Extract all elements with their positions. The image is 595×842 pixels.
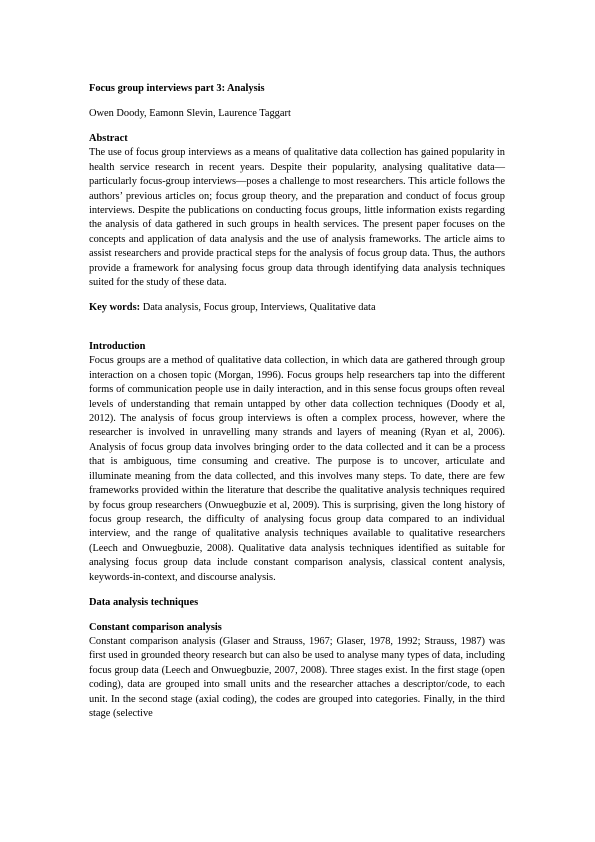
paper-title: Focus group interviews part 3: Analysis: [89, 83, 265, 94]
abstract-heading: Abstract: [89, 132, 128, 144]
introduction-text: Focus groups are a method of qualitative data collection, in which data are gathered through group interaction on a chosen topic (Morgan, 1996). Focus groups help researchers tap into the different forms of communication people use in daily interaction, and in this sense focus groups often reveal levels of understanding that remain untapped by other data collection techniques (Doody et al, 2012). The analysis of focus group interviews is often a complex process, however, where the researcher is involved in unravelling many strands and layers of meaning (Ryan et al, 2006). Analysis of focus group data involves bringing order to the data collected and it can be a process that is ambiguous, time consuming and creative. The purpose is to uncover, articulate and illuminate meaning from the data collected, and this involves many steps. To date, there are few frameworks provided within the literature that describe the qualitative analysis techniques required by focus group researchers (Onwuegbuzie et al, 2009). This is surprising, given the long history of focus group research, the difficulty of analysing focus group data compared to an individual interview, and the range of qualitative analysis techniques available to qualitative researchers (Leech and Onwuegbuzie, 2008). Qualitative data analysis techniques identified as suitable for analysing focus group data include constant comparison analysis, classical content analysis, keywords-in-context, and discourse analysis.: [89, 355, 505, 583]
keywords-line: [89, 301, 505, 315]
keywords-label: Key words:: [89, 302, 141, 314]
introduction-heading: Introduction: [89, 341, 146, 353]
keywords-text: Data analysis, Focus group, Interviews, Qualitative data: [140, 302, 376, 314]
constant-comparison-heading: Constant comparison analysis: [89, 621, 222, 633]
paper-page: [89, 82, 505, 721]
constant-comparison-text: Constant comparison analysis (Glaser and Strauss, 1967; Glaser, 1978, 1992; Strauss, 1987) was first used in grounded theory research but can also be used to analyse many types of data, including focus group data (Leech and Onwuegbuzie, 2007, 2008). Three stages exist. In the first stage (open coding), data are grouped into small units and the researcher attaches a descriptor/code, to each unit. In the second stage (axial coding), the codes are grouped into categories. Finally, in the third stage (selective: [89, 635, 505, 719]
abstract-text: The use of focus group interviews as a means of qualitative data collection has gained popularity in health service research in recent years. Despite their popularity, analysing qualitative data—particularly focus-group interviews—poses a challenge to most researchers. This article follows the authors’ previous articles on; focus group theory, and the preparation and conduct of focus group interviews. Despite the publications on conducting focus groups, little information exists regarding the analysis of data gathered in such groups in health services. The present paper focuses on the concepts and application of data analysis and the use of analysis frameworks. The article aims to assist researchers and provide practical steps for the analysis of focus group data. Thus, the authors provide a framework for analysing focus group data through identifying data analysis techniques suited for the study of these data.: [89, 147, 505, 289]
constant-comparison-section: [89, 621, 505, 722]
abstract-section: [89, 132, 505, 290]
paper-authors: Owen Doody, Eamonn Slevin, Laurence Taggart: [89, 107, 291, 119]
data-analysis-techniques-heading: Data analysis techniques: [89, 596, 199, 608]
introduction-section: [89, 340, 505, 585]
